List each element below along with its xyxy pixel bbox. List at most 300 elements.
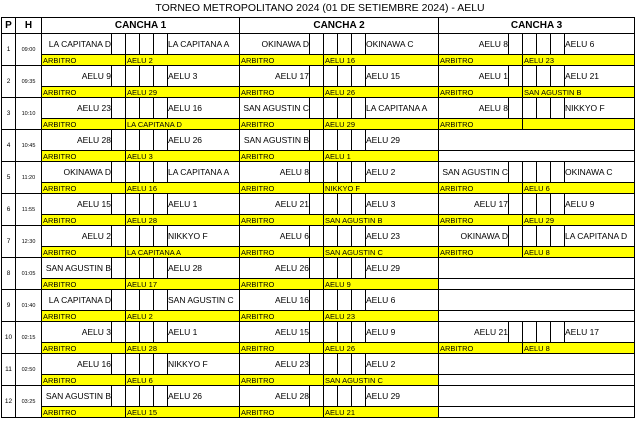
score-box (154, 354, 168, 375)
away-team: OKINAWA C (565, 162, 635, 183)
score-box (310, 226, 324, 247)
score-box (126, 162, 140, 183)
match-time: 01:40 (16, 290, 42, 322)
away-team: AELU 29 (366, 258, 439, 279)
score-box (537, 322, 551, 343)
score-box (140, 386, 154, 407)
away-team: AELU 29 (366, 130, 439, 151)
referee-label: ARBITRO (240, 151, 324, 162)
score-box (338, 34, 352, 55)
score-box (140, 34, 154, 55)
score-box (324, 386, 338, 407)
match-row (2, 354, 635, 375)
away-team: AELU 6 (366, 290, 439, 311)
score-box (324, 130, 338, 151)
match-row (2, 226, 635, 247)
score-box (338, 258, 352, 279)
score-box (154, 290, 168, 311)
score-box (324, 290, 338, 311)
home-team: AELU 2 (42, 226, 112, 247)
match-time: 11:20 (16, 162, 42, 194)
away-team: AELU 3 (366, 194, 439, 215)
period-number: 10 (2, 322, 16, 354)
score-box (154, 226, 168, 247)
referee-team: NIKKYO F (324, 183, 439, 194)
header-row (2, 18, 635, 34)
home-team: OKINAWA D (240, 34, 310, 55)
referee-team: SAN AGUSTIN B (324, 215, 439, 226)
referee-team: SAN AGUSTIN B (523, 87, 635, 98)
referee-team: AELU 16 (126, 183, 240, 194)
header-cancha-3: CANCHA 3 (439, 18, 635, 34)
score-box (140, 66, 154, 87)
score-box (310, 130, 324, 151)
score-box (310, 194, 324, 215)
match-row (2, 194, 635, 215)
empty-court-cell (439, 354, 635, 375)
home-team: SAN AGUSTIN C (240, 98, 310, 119)
away-team: LA CAPITANA A (168, 162, 240, 183)
referee-label: ARBITRO (42, 407, 126, 418)
score-box (126, 226, 140, 247)
score-box (140, 98, 154, 119)
home-team: AELU 8 (439, 34, 509, 55)
referee-label: ARBITRO (42, 343, 126, 354)
referee-team: AELU 26 (324, 343, 439, 354)
score-box (352, 386, 366, 407)
score-box (154, 194, 168, 215)
score-box (126, 98, 140, 119)
home-team: LA CAPITANA D (42, 34, 112, 55)
score-box (551, 98, 565, 119)
score-box (537, 66, 551, 87)
home-team: AELU 15 (240, 322, 310, 343)
referee-team: AELU 15 (126, 407, 240, 418)
score-box (112, 258, 126, 279)
referee-team: AELU 28 (126, 343, 240, 354)
score-box (112, 194, 126, 215)
score-box (140, 290, 154, 311)
score-box (551, 226, 565, 247)
score-box (509, 98, 523, 119)
away-team: AELU 9 (565, 194, 635, 215)
home-team: OKINAWA D (439, 226, 509, 247)
referee-row (2, 407, 635, 418)
referee-label: ARBITRO (240, 375, 324, 386)
referee-label: ARBITRO (42, 151, 126, 162)
score-box (140, 130, 154, 151)
score-box (551, 66, 565, 87)
referee-label: ARBITRO (42, 55, 126, 66)
score-box (310, 386, 324, 407)
score-box (509, 162, 523, 183)
score-box (523, 194, 537, 215)
period-number: 3 (2, 98, 16, 130)
away-team: AELU 1 (168, 194, 240, 215)
score-box (112, 130, 126, 151)
score-box (509, 66, 523, 87)
home-team: AELU 17 (240, 66, 310, 87)
header-cancha-2: CANCHA 2 (240, 18, 439, 34)
match-row (2, 162, 635, 183)
score-box (140, 322, 154, 343)
referee-team: AELU 6 (523, 183, 635, 194)
match-row (2, 322, 635, 343)
score-box (126, 130, 140, 151)
referee-team: AELU 8 (523, 343, 635, 354)
score-box (352, 162, 366, 183)
referee-team: AELU 3 (126, 151, 240, 162)
score-box (310, 290, 324, 311)
referee-label: ARBITRO (439, 343, 523, 354)
score-box (523, 162, 537, 183)
score-box (154, 34, 168, 55)
score-box (551, 34, 565, 55)
period-number: 8 (2, 258, 16, 290)
referee-team: AELU 2 (126, 55, 240, 66)
score-box (338, 354, 352, 375)
referee-team: AELU 16 (324, 55, 439, 66)
home-team: AELU 21 (439, 322, 509, 343)
score-box (523, 66, 537, 87)
score-box (310, 98, 324, 119)
empty-referee-cell (439, 375, 635, 386)
score-box (324, 98, 338, 119)
score-box (112, 386, 126, 407)
score-box (352, 322, 366, 343)
referee-team (523, 119, 635, 130)
score-box (112, 290, 126, 311)
period-number: 1 (2, 34, 16, 66)
score-box (324, 258, 338, 279)
referee-label: ARBITRO (439, 183, 523, 194)
score-box (324, 66, 338, 87)
away-team: AELU 1 (168, 322, 240, 343)
referee-label: ARBITRO (42, 215, 126, 226)
referee-team: AELU 17 (126, 279, 240, 290)
score-box (324, 322, 338, 343)
away-team: AELU 2 (366, 162, 439, 183)
empty-court-cell (439, 130, 635, 151)
home-team: AELU 3 (42, 322, 112, 343)
match-time: 01:05 (16, 258, 42, 290)
score-box (324, 354, 338, 375)
referee-label: ARBITRO (42, 119, 126, 130)
referee-team: AELU 23 (523, 55, 635, 66)
score-box (112, 226, 126, 247)
score-box (509, 322, 523, 343)
referee-row (2, 247, 635, 258)
score-box (338, 226, 352, 247)
home-team: AELU 15 (42, 194, 112, 215)
home-team: LA CAPITANA D (42, 290, 112, 311)
referee-row (2, 151, 635, 162)
score-box (551, 194, 565, 215)
referee-row (2, 55, 635, 66)
home-team: AELU 1 (439, 66, 509, 87)
referee-label: ARBITRO (240, 407, 324, 418)
away-team: AELU 3 (168, 66, 240, 87)
referee-label: ARBITRO (42, 183, 126, 194)
match-time: 11:55 (16, 194, 42, 226)
period-number: 6 (2, 194, 16, 226)
referee-label: ARBITRO (42, 279, 126, 290)
referee-label: ARBITRO (42, 87, 126, 98)
match-time: 09:35 (16, 66, 42, 98)
empty-court-cell (439, 386, 635, 407)
away-team: SAN AGUSTIN C (168, 290, 240, 311)
match-time: 03:25 (16, 386, 42, 418)
score-box (112, 34, 126, 55)
referee-row (2, 311, 635, 322)
score-box (352, 226, 366, 247)
away-team: NIKKYO F (168, 354, 240, 375)
score-box (154, 258, 168, 279)
referee-row (2, 183, 635, 194)
home-team: SAN AGUSTIN C (439, 162, 509, 183)
score-box (154, 322, 168, 343)
referee-row (2, 119, 635, 130)
score-box (140, 194, 154, 215)
referee-team: AELU 9 (324, 279, 439, 290)
match-time: 02:15 (16, 322, 42, 354)
match-row (2, 34, 635, 55)
home-team: SAN AGUSTIN B (240, 130, 310, 151)
fixture-table (1, 17, 635, 418)
period-number: 2 (2, 66, 16, 98)
score-box (324, 194, 338, 215)
score-box (154, 98, 168, 119)
score-box (112, 66, 126, 87)
score-box (523, 322, 537, 343)
referee-team: LA CAPITANA A (126, 247, 240, 258)
score-box (310, 322, 324, 343)
away-team: AELU 6 (565, 34, 635, 55)
score-box (338, 162, 352, 183)
score-box (112, 162, 126, 183)
header-h: H (16, 18, 42, 34)
home-team: AELU 28 (240, 386, 310, 407)
away-team: AELU 21 (565, 66, 635, 87)
referee-team: SAN AGUSTIN C (324, 247, 439, 258)
referee-team: AELU 8 (523, 247, 635, 258)
referee-team: AELU 2 (126, 311, 240, 322)
score-box (537, 226, 551, 247)
score-box (338, 66, 352, 87)
empty-court-cell (439, 290, 635, 311)
score-box (352, 98, 366, 119)
score-box (338, 98, 352, 119)
score-box (523, 34, 537, 55)
match-row (2, 66, 635, 87)
score-box (509, 194, 523, 215)
referee-label: ARBITRO (240, 311, 324, 322)
empty-court-cell (439, 258, 635, 279)
away-team: LA CAPITANA A (168, 34, 240, 55)
referee-label: ARBITRO (439, 119, 523, 130)
away-team: AELU 15 (366, 66, 439, 87)
referee-team: AELU 21 (324, 407, 439, 418)
score-box (154, 130, 168, 151)
score-box (126, 354, 140, 375)
referee-label: ARBITRO (439, 87, 523, 98)
referee-row (2, 87, 635, 98)
empty-referee-cell (439, 151, 635, 162)
match-time: 09:00 (16, 34, 42, 66)
score-box (140, 162, 154, 183)
period-number: 9 (2, 290, 16, 322)
away-team: AELU 17 (565, 322, 635, 343)
score-box (338, 322, 352, 343)
score-box (310, 354, 324, 375)
score-box (310, 258, 324, 279)
referee-label: ARBITRO (240, 87, 324, 98)
empty-referee-cell (439, 279, 635, 290)
home-team: AELU 28 (42, 130, 112, 151)
score-box (310, 34, 324, 55)
referee-label: ARBITRO (240, 247, 324, 258)
referee-team: AELU 29 (126, 87, 240, 98)
referee-team: AELU 28 (126, 215, 240, 226)
referee-team: LA CAPITANA D (126, 119, 240, 130)
score-box (140, 354, 154, 375)
referee-label: ARBITRO (240, 279, 324, 290)
score-box (140, 226, 154, 247)
home-team: AELU 21 (240, 194, 310, 215)
away-team: AELU 28 (168, 258, 240, 279)
score-box (338, 130, 352, 151)
score-box (126, 386, 140, 407)
score-box (537, 162, 551, 183)
match-row (2, 290, 635, 311)
header-p: P (2, 18, 16, 34)
score-box (352, 258, 366, 279)
match-time: 10:10 (16, 98, 42, 130)
match-time: 12:30 (16, 226, 42, 258)
away-team: NIKKYO F (565, 98, 635, 119)
score-box (537, 194, 551, 215)
referee-team: AELU 26 (324, 87, 439, 98)
score-box (523, 98, 537, 119)
score-box (352, 34, 366, 55)
home-team: AELU 9 (42, 66, 112, 87)
empty-referee-cell (439, 311, 635, 322)
score-box (551, 322, 565, 343)
referee-team: AELU 23 (324, 311, 439, 322)
score-box (537, 98, 551, 119)
home-team: SAN AGUSTIN B (42, 386, 112, 407)
home-team: AELU 17 (439, 194, 509, 215)
referee-row (2, 375, 635, 386)
referee-label: ARBITRO (240, 183, 324, 194)
page-title: TORNEO METROPOLITANO 2024 (01 DE SETIEMBRE 2024) - AELU (155, 2, 485, 14)
match-row (2, 98, 635, 119)
score-box (310, 66, 324, 87)
period-number: 4 (2, 130, 16, 162)
score-box (126, 34, 140, 55)
referee-label: ARBITRO (240, 215, 324, 226)
referee-label: ARBITRO (240, 119, 324, 130)
away-team: NIKKYO F (168, 226, 240, 247)
score-box (126, 194, 140, 215)
away-team: LA CAPITANA A (366, 98, 439, 119)
away-team: AELU 26 (168, 386, 240, 407)
score-box (126, 66, 140, 87)
score-box (338, 386, 352, 407)
referee-label: ARBITRO (439, 215, 523, 226)
score-box (112, 354, 126, 375)
score-box (523, 226, 537, 247)
referee-label: ARBITRO (42, 375, 126, 386)
referee-label: ARBITRO (439, 55, 523, 66)
home-team: OKINAWA D (42, 162, 112, 183)
score-box (338, 290, 352, 311)
match-time: 02:50 (16, 354, 42, 386)
away-team: OKINAWA C (366, 34, 439, 55)
period-number: 5 (2, 162, 16, 194)
referee-team: AELU 29 (324, 119, 439, 130)
referee-team: AELU 1 (324, 151, 439, 162)
score-box (537, 34, 551, 55)
home-team: AELU 8 (439, 98, 509, 119)
score-box (509, 226, 523, 247)
referee-row (2, 215, 635, 226)
referee-row (2, 279, 635, 290)
score-box (154, 386, 168, 407)
score-box (338, 194, 352, 215)
score-box (310, 162, 324, 183)
score-box (154, 66, 168, 87)
away-team: AELU 26 (168, 130, 240, 151)
score-box (112, 322, 126, 343)
period-number: 12 (2, 386, 16, 418)
score-box (126, 322, 140, 343)
empty-referee-cell (439, 407, 635, 418)
match-row (2, 386, 635, 407)
away-team: AELU 2 (366, 354, 439, 375)
match-row (2, 130, 635, 151)
home-team: AELU 23 (240, 354, 310, 375)
score-box (352, 66, 366, 87)
score-box (126, 258, 140, 279)
match-row (2, 258, 635, 279)
score-box (324, 34, 338, 55)
referee-label: ARBITRO (42, 247, 126, 258)
period-number: 7 (2, 226, 16, 258)
score-box (140, 258, 154, 279)
score-box (324, 226, 338, 247)
referee-team: AELU 6 (126, 375, 240, 386)
match-time: 10:45 (16, 130, 42, 162)
away-team: AELU 23 (366, 226, 439, 247)
score-box (509, 34, 523, 55)
score-box (352, 130, 366, 151)
home-team: AELU 26 (240, 258, 310, 279)
home-team: AELU 23 (42, 98, 112, 119)
referee-label: ARBITRO (439, 247, 523, 258)
home-team: AELU 8 (240, 162, 310, 183)
score-box (154, 162, 168, 183)
referee-label: ARBITRO (240, 55, 324, 66)
score-box (352, 194, 366, 215)
referee-label: ARBITRO (240, 343, 324, 354)
referee-team: SAN AGUSTIN C (324, 375, 439, 386)
away-team: AELU 16 (168, 98, 240, 119)
home-team: SAN AGUSTIN B (42, 258, 112, 279)
score-box (352, 354, 366, 375)
period-number: 11 (2, 354, 16, 386)
home-team: AELU 16 (240, 290, 310, 311)
